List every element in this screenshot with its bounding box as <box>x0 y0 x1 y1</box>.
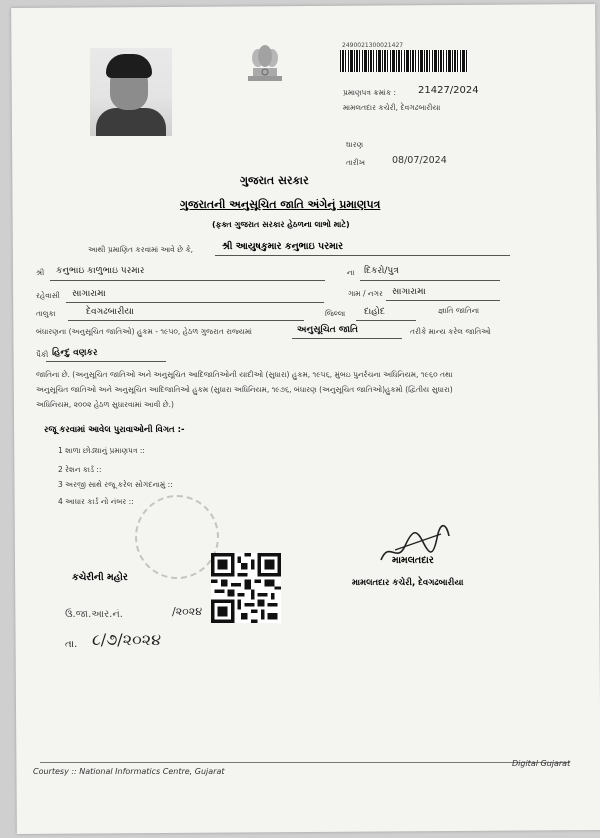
outward-label: ઉ.જા.આર.નં. <box>65 609 123 620</box>
caste-label: જ્ઞાતિ જાતિના <box>438 306 480 315</box>
national-emblem-icon <box>244 40 286 84</box>
document-item: 3 અરજી સાથે રજૂ કરેલ સોગંદનામું :: <box>58 480 173 489</box>
legal-para-line-1: જાતિના છે. (અનુસૂચિત જાતિઓ અને અનુસૂચિત આદિજાતિઓની યાદીઓ (સુધારા) હુકમ, ૧૯૫૬, મુંબઇ પુનર્રચના અધિનિયમ, ૧૯૬૦ તથા <box>36 370 453 379</box>
district-label: જિલ્લા <box>325 309 346 318</box>
district: દાહોદ <box>364 307 385 317</box>
handwritten-date-label: તા. <box>65 639 78 650</box>
taluka: દેવગઢબારીયા <box>86 307 134 317</box>
signatory-title: મામલતદાર <box>392 555 434 566</box>
office-seal-label: કચેરીની મહોર <box>72 572 128 583</box>
certificate-subtitle: (ફક્ત ગુજરાત સરકાર હેઠળના લાભો માટે) <box>212 220 350 229</box>
father-name: કનુભાઇ કાળુભાઇ પરમાર <box>56 266 145 276</box>
footer-divider <box>40 762 570 763</box>
applicant-photo <box>90 48 172 136</box>
father-prefix: શ્રી <box>36 268 45 277</box>
taluka-label: તાલુકા <box>36 309 56 318</box>
legal-para-line-3: અધિનિયમ, ૨૦૦૨ હેઠળ સુધારવામાં આવી છે.) <box>36 400 174 409</box>
barcode <box>340 50 468 72</box>
documents-heading: રજૂ કરવામાં આવેલ પુરાવાઓની વિગત :- <box>44 425 185 435</box>
cert-no: 21427/2024 <box>418 85 479 96</box>
religion: હિન્દુ વણકર <box>52 348 98 358</box>
relation: દિકરો/પુત્ર <box>364 266 399 276</box>
village-2: સાગારામા <box>392 287 426 297</box>
applicant-name: શ્રી આયુષકુમાર કનુભાઇ પરમાર <box>222 241 344 252</box>
order-text: બંધારણના (અનુસૂચિત જાતિઓ) હુકમ - ૧૯૫૦, હેઠળ ગુજરાત રાજ્યમાં <box>36 327 252 336</box>
village-label: ગામ / નગર <box>348 289 383 298</box>
resident-label: રહેવાસી <box>36 291 60 300</box>
footer-digital: Digital Gujarat <box>512 759 571 768</box>
religion-label: પૈકી <box>36 350 49 359</box>
qr-code <box>211 553 281 623</box>
certificate-title: ગુજરાતની અનુસૂચિત જાતિ અંગેનું પ્રમાણપત્ર <box>180 198 381 211</box>
document-item: 1 શાળા છોડ્યાનું પ્રમાણપત્ર :: <box>58 446 145 455</box>
barcode-text: 2490021300021427 <box>342 42 404 49</box>
gov-title: ગુજરાત સરકાર <box>240 174 309 187</box>
handwritten-date: ૮/૭/૨૦૨૪ <box>92 630 162 649</box>
office-seal-stamp <box>135 495 219 579</box>
document-item: 2 રેશન કાર્ડ :: <box>58 465 102 474</box>
cert-no-label: પ્રમાણપત્ર ક્રમાંક : <box>343 88 397 97</box>
footer-courtesy: Courtesy :: National Informatics Centre, Gujarat <box>33 767 225 776</box>
legal-para-line-2: અનુસૂચિત જાતિઓ અને અનુસૂચિત આદિજાતિઓ હુકમ (સુધારા અધિનિયમ, ૧૯૭૬, બંધારણ (અનુસૂચિત જાતિઓ)હુકમો (દ્વિતીય સુધારા) <box>36 385 453 394</box>
relation-prefix: ના <box>347 268 355 277</box>
caste-tail: તરીકે માન્ય કરેલ જાતિઓ <box>410 327 491 336</box>
office-header: મામલતદાર કચેરી, દેવગઢબારીયા <box>343 103 441 112</box>
intro-text: આથી પ્રમાણિત કરવામાં આવે છે કે, <box>88 245 194 254</box>
caste-type: અનુસૂચિત જાતિ <box>297 325 358 335</box>
village: સાગારામા <box>72 289 106 299</box>
outward-number: /૨૦૨૪ <box>172 605 203 618</box>
issue-date: 08/07/2024 <box>392 155 447 166</box>
signatory-office: મામલતદાર કચેરી, દેવગઢબારીયા <box>352 578 464 588</box>
document-item: 4 આધાર કાર્ડ નો નંબર :: <box>58 497 134 506</box>
date-label-2: તારીખ <box>346 158 365 167</box>
date-label-1: ઘારણ <box>346 140 364 149</box>
